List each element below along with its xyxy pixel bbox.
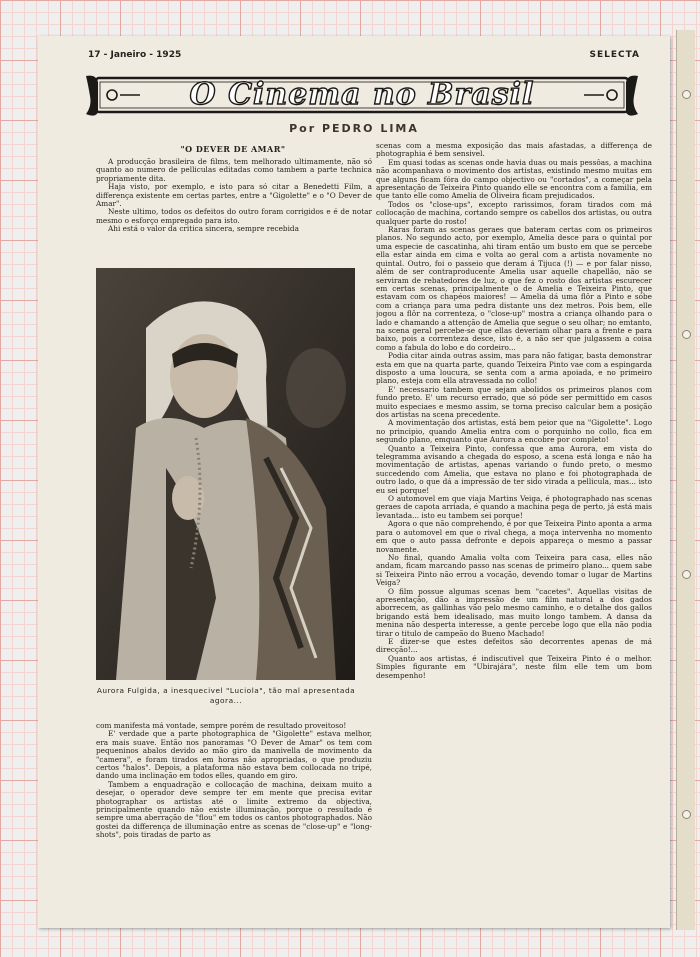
paragraph: Quanto a Teixeira Pinto, confessa que ama Aurora, em vista do telegramma avisando a chegada do esposo, a scena está longa e não ha movimentação de artistas, apenas variando o fundo preto, o mesmo succedendo com Amelia, que estava no plano e foi photographada de outro lado, o que dá a impressão de ter sido virada a pellicula, mas... isto eu sei porque! (376, 443, 652, 495)
actress-photo (96, 268, 355, 680)
running-head (38, 50, 670, 64)
paragraph: scenas com a mesma exposição das mais afastadas, a differença de photographia é bem sensivel. (376, 142, 652, 159)
paragraph: O automovel em que viaja Martins Veiga, é photographado nas scenas geraes de capota arriada, é quando a machina pega de perto, já está mais levantada... isto eu tambem sei porque! (376, 494, 652, 520)
paragraph: Em quasi todas as scenas onde havia duas ou mais pessôas, a machina não acompanhava o movimento dos artistas, existindo mesmo muitas em que alguns ficam fóra do campo objectivo ou "cortados", a começar pela apresentação de Teixeira Pinto quando elle se encontra com a familia, em que tanto elle como Amelia de Oliveira ficam prejudicados. (376, 157, 652, 201)
binding-hole (682, 810, 691, 819)
paragraph: E dizer-se que estes defeitos são decorrentes apenas de má direcção!... (376, 636, 652, 655)
paragraph: A movimentação dos artistas, está bem peior que na "Gigolette". Logo no principio, quando Amelia entra com o porquinho no collo, fica em segundo plano, emquanto que Aurora a encobre por completo! (376, 418, 652, 445)
paragraph: Ahi está o valor da critica sincera, sempre recebida (108, 224, 299, 234)
paragraph: O film possue algumas scenas bem "cacetes". Aquellas visitas de apresentação, dão a impressão de um film natural a dos gados aborrecem, as gallinhas vão pelo mesmo caminho, e o detalhe dos gallos brigando está bem idealisado, mas muito longo tambem. A dansa da menina não desperta interesse, a gente percebe logo que ella não podia tirar o titulo de campeão do Bueno Machado! (376, 586, 652, 638)
paragraph: No final, quando Amalia volta com Teixeira para casa, elles não andam, ficam marcando passo nas scenas de primeiro plano... quem sabe si Teixeira Pinto não errou a vocação, devendo tomar o lugar de Martins Veiga? (376, 552, 652, 588)
paragraph: A producção brasileira de films, tem melhorado ultimamente, não só quanto ao numero de pelliculas editadas como tambem a parte technica propriamente dita. (96, 158, 372, 183)
title-banner (82, 72, 642, 118)
paragraph: Haja visto, por exemplo, e isto para só citar a Benedetti Film, a differença existente em certas partes, entre a "Gigolette" e o "O Dever de Amar". (96, 182, 372, 209)
paragraph: Quanto aos artistas, é indiscutivel que Teixeira Pinto é o melhor. Simples figurante em "Ubirajára", neste film elle tem um bom desempenho! (376, 653, 652, 680)
binding-hole (682, 330, 691, 339)
paragraph: com manifesta má vontade, sempre porém de resultado proveitoso! (96, 722, 347, 730)
left-column-bottom (96, 722, 372, 922)
paragraph: E' necessario tambem que sejam abolidos os primeiros planos com fundo preto. E' um recurso errado, que só póde ser permittido em casos muito especiaes e mesmo assim, se torna preciso calcular bem a posição dos artistas na scena precedente. (376, 384, 652, 419)
magazine-name: SELECTA (589, 50, 640, 60)
paragraph: Podia citar ainda outras assim, mas para não fatigar, basta demonstrar esta em que na quarta parte, quando Teixeira Pinto vae com a espingarda disposto a uma loucura, se senta com a arma apoiada, e no primeiro plano, esteja com ella atravessada no collo! (376, 351, 652, 386)
section-heading: "O DEVER DE AMAR" (180, 144, 286, 154)
right-column (376, 142, 652, 920)
paragraph: Tambem a enquadração e collocação de machina, deixam muito a desejar, o operador deve sempre ter em mente que precisa evitar photographar os artistas até o limite extremo da objectiva, principalmente quando não existe illuminação, porque o resultado é sempre uma aberração de "flou" em todos os cantos photographados. Não gostei da differença de illuminação entre as scenas de "close-up" e "long-shots", pois tiradas de parto as (96, 779, 372, 840)
paragraph: Neste ultimo, todos os defeitos do outro foram corrigidos e é de notar mesmo o esforço empregado para isto. (96, 207, 372, 225)
adjacent-page-edge (676, 30, 695, 930)
paragraph: Agora o que não comprehendo, é por que Teixeira Pinto aponta a arma para o automovel em que o rival chega, a moça intervenha no momento em que o auto passa defronte e depois appareça o mesmo a passar novamente. (376, 519, 652, 554)
issue-date: 17 - Janeiro - 1925 (88, 50, 182, 60)
binding-hole (682, 570, 691, 579)
binding-hole (682, 90, 691, 99)
article-title: O Cinema no Brasil (189, 77, 535, 112)
byline: Por PEDRO LIMA (289, 122, 419, 135)
portrait-illustration (96, 268, 355, 680)
magazine-page (38, 36, 670, 928)
photo-caption: Aurora Fulgida, a inesquecivel "Luciola", tão mal apresentada agora... (96, 686, 356, 705)
left-column-top (96, 158, 372, 280)
paragraph: Raras foram as scenas geraes que bateram certas com os primeiros planos. No segundo acto, por exemplo, Amelia desce para o quintal por uma especie de cascatinha, ahi tiram então um busto em que se percebe ella estar ainda em cima e volta ao geral com a artista novamente no quintal. Outro, foi o passeio que deram á Tijuca (!) — e por falar nisso, além de ser contraproducente Amelia usar aquelle chapellão, não se serviram de rebatedores de luz, o que fez o rosto dos artistas escurecer em certas scenas, principalmente o de Amelia e Teixeira Pinto, que estavam com os chapéos maiores! — Amelia dá uma flôr a Pinto e sóbe com a criança para uma pedra distante uns dez metros. Pois bem, elle jogou a flôr na correnteza, o "close-up" mostra a criança olhando para o lado e chamando a attenção de Amelia que segue o seu olhar; no emtanto, na scena geral percebe-se que ellas deveriam olhar para a frente e para baixo, pois a correnteza desce, isto é, a não ser que julgassem a coisa como a fabula do lobo e do cordeiro... (376, 225, 652, 352)
paragraph: E' verdade que a parte photographica de "Gigolette" estava melhor, era mais suave. Então nos panoramas "O Dever de Amar" os tem com pequeninos abalos devido ao mão giro da manivella de movimento da "camera", e foram tirados em horas não apropriadas, o que produziu certos "halos". Depois, a plataforma não estava bem collocada no tripé, dando uma inclinação em todos elles, quando em giro. (96, 729, 372, 781)
paragraph: Todos os "close-ups", excepto rarissimos, foram tirados com má collocação de machina, cortando sempre os cabellos dos artistas, ou outra qualquer parte do rosto! (376, 199, 652, 226)
